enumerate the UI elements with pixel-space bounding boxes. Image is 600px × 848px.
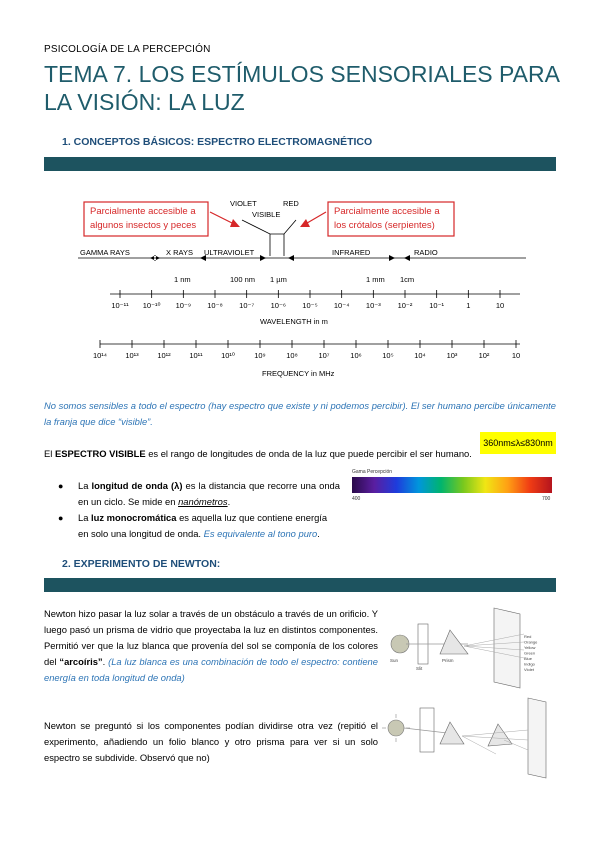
frequency-tick-label: 10¹³ (125, 351, 139, 360)
band-xrays: X RAYS (166, 248, 193, 257)
visible-label: VISIBLE (252, 210, 281, 219)
unit-1mm: 1 mm (366, 275, 385, 284)
violet-label: VIOLET (230, 199, 257, 208)
frequency-label: FREQUENCY in MHz (262, 369, 335, 378)
fig1-sun-label: Sun (390, 658, 399, 663)
band-infrared: INFRARED (332, 248, 371, 257)
bullet-monochromatic: ● La luz monocromática es aquella luz que contiene energía en solo una longitud de onda. Es equivalente al tono puro. (58, 512, 328, 539)
unit-1cm: 1cm (400, 275, 415, 284)
section-2-bar (44, 578, 556, 592)
gradient-start-label: 400 (352, 496, 361, 502)
wavelength-tick-label: 10 (495, 301, 505, 310)
wavelength-tick-label: 10⁻⁹ (175, 301, 192, 310)
note-sensitivity: No somos sensibles a todo el espectro (hay espectro que existe y ni podemos percibir). El ser humano percibe únicamente la franja que dice “visible”. (44, 400, 556, 427)
frequency-tick-label: 10⁷ (318, 351, 330, 360)
frequency-tick-label: 10⁵ (382, 351, 394, 360)
wavelength-tick-label: 10⁻¹⁰ (142, 301, 161, 310)
frequency-tick-label: 10⁶ (350, 351, 362, 360)
wavelength-tick-label: 10⁻² (397, 301, 413, 310)
visible-spectrum-definition: El ESPECTRO VISIBLE es el rango de longitudes de onda de la luz que puede percibir el ser humano. (44, 448, 472, 459)
note-right-line1: Parcialmente accesible a (334, 206, 440, 217)
prism-icon-3 (488, 724, 512, 746)
fig1-color-label: Red (524, 634, 532, 639)
note-left-line1: Parcialmente accesible a (90, 206, 196, 217)
wavelength-tick-label: 10⁻³ (365, 301, 381, 310)
wavelength-tick-label: 1 (466, 301, 471, 310)
bullet-wavelength: ● La longitud de onda (λ) es la distancia que recorre una onda en un ciclo. Se mide en nanómetros. (58, 480, 340, 507)
fig1-prism-label: Prism (442, 658, 454, 663)
wavelength-tick-label: 10⁻⁵ (302, 301, 318, 310)
wavelength-tick-label: 10⁻⁴ (333, 301, 350, 310)
fig1-color-label: Blue (524, 656, 533, 661)
frequency-tick-label: 10³ (446, 351, 458, 360)
wavelength-tick-label: 10⁻¹¹ (111, 301, 129, 310)
frequency-tick-label: 10² (478, 351, 490, 360)
frequency-tick-label: 10⁴ (414, 351, 426, 360)
page-title: TEMA 7. LOS ESTÍMULOS SENSORIALES PARA LA VISIÓN: LA LUZ (44, 61, 559, 115)
prism-icon (440, 630, 468, 654)
unit-100nm: 100 nm (230, 275, 256, 284)
fig1-slit-label: Slit (416, 666, 423, 671)
band-gamma: GAMMA RAYS (80, 248, 130, 257)
red-label: RED (283, 199, 299, 208)
fig1-color-label: Orange (524, 639, 538, 645)
frequency-tick-label: 10¹¹ (189, 351, 203, 360)
fig1-color-label: Yellow (524, 645, 536, 650)
section-1-bar (44, 157, 556, 171)
section-2-heading: 2. EXPERIMENTO DE NEWTON: (62, 558, 221, 570)
visible-spectrum-gradient (352, 477, 552, 493)
wavelength-tick-label: 10⁻⁷ (239, 301, 255, 310)
newton-prism-figure-2 (378, 694, 558, 786)
frequency-tick-label: 10¹⁰ (221, 351, 235, 360)
wavelength-tick-label: 10⁻⁶ (270, 301, 287, 310)
band-uv: ULTRAVIOLET (204, 248, 255, 257)
newton-paragraph-1: Newton hizo pasar la luz solar a través de un obstáculo a través de un orificio. Y luego pasó un prisma de vidrio que proyectaba la luz en distintos componentes. Permitió ver que la luz blanca que provenía del sol se componía de los colores del “arcoíris”. (La luz blanca es una combinación de todo el espectro: contiene energía en toda longitud de onda) (44, 608, 378, 683)
gradient-end-label: 700 (542, 496, 551, 502)
newton-paragraph-2: Newton se preguntó si los componentes podían dividirse otra vez (repitió el experimento, añadiendo un folio blanco y otro prisma para ver si un solo espectro se subdivide. Observó que no) (44, 720, 378, 763)
newton-prism-figure-1 (384, 600, 558, 692)
range-box: 360nm≤λ≤830nm (480, 432, 556, 454)
frequency-tick-label: 10 (511, 351, 521, 360)
unit-1um: 1 µm (270, 275, 287, 284)
prism-icon-2 (440, 722, 464, 744)
note-left-line2: algunos insectos y peces (90, 220, 197, 231)
band-radio: RADIO (414, 248, 438, 257)
em-spectrum-figure (70, 190, 530, 380)
wavelength-label: WAVELENGTH in m (260, 317, 328, 326)
unit-1nm: 1 nm (174, 275, 191, 284)
frequency-tick-label: 10¹⁴ (92, 351, 108, 360)
visible-gradient-label: Gama Percepción (352, 469, 393, 475)
frequency-tick-label: 10⁹ (254, 351, 266, 360)
course-name: PSICOLOGÍA DE LA PERCEPCIÓN (44, 44, 211, 55)
fig1-color-label: Green (524, 650, 536, 656)
wavelength-tick-label: 10⁻⁸ (207, 301, 223, 310)
fig1-color-label: Violet (524, 667, 534, 672)
fig1-color-label: Indigo (524, 661, 535, 667)
frequency-tick-label: 10¹² (157, 351, 171, 360)
wavelength-tick-label: 10⁻¹ (429, 301, 445, 310)
note-right-line2: los crótalos (serpientes) (334, 220, 435, 231)
frequency-tick-label: 10⁸ (286, 351, 298, 360)
section-1-heading: 1. CONCEPTOS BÁSICOS: ESPECTRO ELECTROMAGNÉTICO (62, 136, 373, 148)
sun-icon-2 (388, 720, 404, 736)
